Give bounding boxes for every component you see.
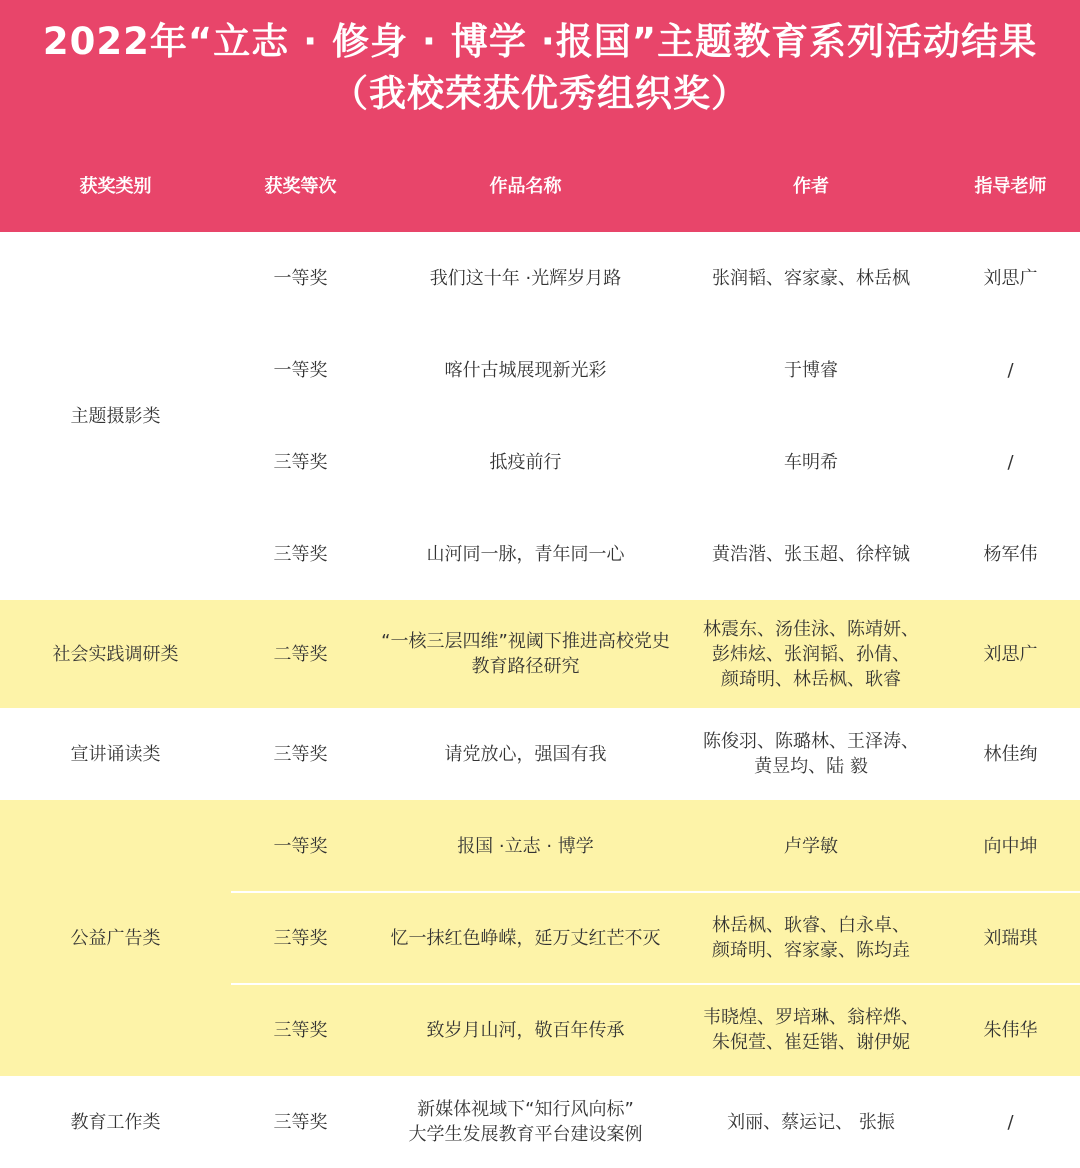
authors: 陈俊羽、陈璐林、王泽涛、 黄昱均、陆 毅 — [681, 708, 941, 800]
award-level: 一等奖 — [231, 324, 370, 416]
authors: 黄浩湝、张玉超、徐梓铖 — [681, 508, 941, 600]
authors: 韦晓煌、罗培琳、翁梓烨、 朱倪萱、崔廷锴、谢伊妮 — [681, 984, 941, 1076]
category-cell: 宣讲诵读类 — [0, 708, 231, 800]
award-level: 三等奖 — [231, 1076, 370, 1168]
advisor: / — [941, 324, 1080, 416]
column-header: 指导老师 — [941, 140, 1080, 232]
advisor: 朱伟华 — [941, 984, 1080, 1076]
work-title: “一核三层四维”视阈下推进高校党史 教育路径研究 — [370, 600, 681, 708]
work-title: 抵疫前行 — [370, 416, 681, 508]
work-title: 新媒体视域下“知行风向标” 大学生发展教育平台建设案例 — [370, 1076, 681, 1168]
work-title: 请党放心，强国有我 — [370, 708, 681, 800]
advisor: 杨军伟 — [941, 508, 1080, 600]
column-header: 作品名称 — [370, 140, 681, 232]
authors: 张润韬、容家豪、林岳枫 — [681, 232, 941, 324]
column-divider — [230, 140, 232, 1168]
award-level: 三等奖 — [231, 416, 370, 508]
work-title: 报国 ·立志 · 博学 — [370, 800, 681, 892]
column-divider — [940, 140, 942, 1168]
authors: 林震东、汤佳泳、陈靖妍、 彭炜炫、张润韬、孙倩、 颜琦明、林岳枫、耿睿 — [681, 600, 941, 708]
work-title: 喀什古城展现新光彩 — [370, 324, 681, 416]
award-level: 三等奖 — [231, 708, 370, 800]
advisor: 刘思广 — [941, 232, 1080, 324]
column-divider — [369, 140, 371, 1168]
authors: 林岳枫、耿睿、白永卓、 颜琦明、容家豪、陈均垚 — [681, 892, 941, 984]
work-title: 忆一抹红色峥嵘，延万丈红芒不灭 — [370, 892, 681, 984]
work-title: 山河同一脉，青年同一心 — [370, 508, 681, 600]
row-divider — [231, 983, 1080, 985]
award-level: 三等奖 — [231, 892, 370, 984]
row-divider — [231, 891, 1080, 893]
column-header: 获奖等次 — [231, 140, 370, 232]
column-divider — [680, 140, 682, 1168]
category-cell: 社会实践调研类 — [0, 600, 231, 708]
work-title: 我们这十年 ·光辉岁月路 — [370, 232, 681, 324]
advisor: 向中坤 — [941, 800, 1080, 892]
award-level: 二等奖 — [231, 600, 370, 708]
authors: 车明希 — [681, 416, 941, 508]
advisor: / — [941, 1076, 1080, 1168]
page-header — [0, 0, 1080, 140]
advisor: / — [941, 416, 1080, 508]
work-title: 致岁月山河，敬百年传承 — [370, 984, 681, 1076]
page-subtitle: （我校荣获优秀组织奖） — [331, 72, 749, 115]
page-title: 2022年“立志 · 修身 · 博学 ·报国”主题教育系列活动结果 — [42, 20, 1038, 63]
award-level: 一等奖 — [231, 800, 370, 892]
advisor: 林佳绚 — [941, 708, 1080, 800]
advisor: 刘瑞琪 — [941, 892, 1080, 984]
authors: 刘丽、蔡运记、 张振 — [681, 1076, 941, 1168]
award-level: 三等奖 — [231, 984, 370, 1076]
authors: 于博睿 — [681, 324, 941, 416]
column-header: 作者 — [681, 140, 941, 232]
category-cell: 主题摄影类 — [0, 232, 231, 600]
award-level: 一等奖 — [231, 232, 370, 324]
award-level: 三等奖 — [231, 508, 370, 600]
category-cell: 公益广告类 — [0, 800, 231, 1076]
advisor: 刘思广 — [941, 600, 1080, 708]
category-cell: 教育工作类 — [0, 1076, 231, 1168]
column-header: 获奖类别 — [0, 140, 231, 232]
authors: 卢学敏 — [681, 800, 941, 892]
